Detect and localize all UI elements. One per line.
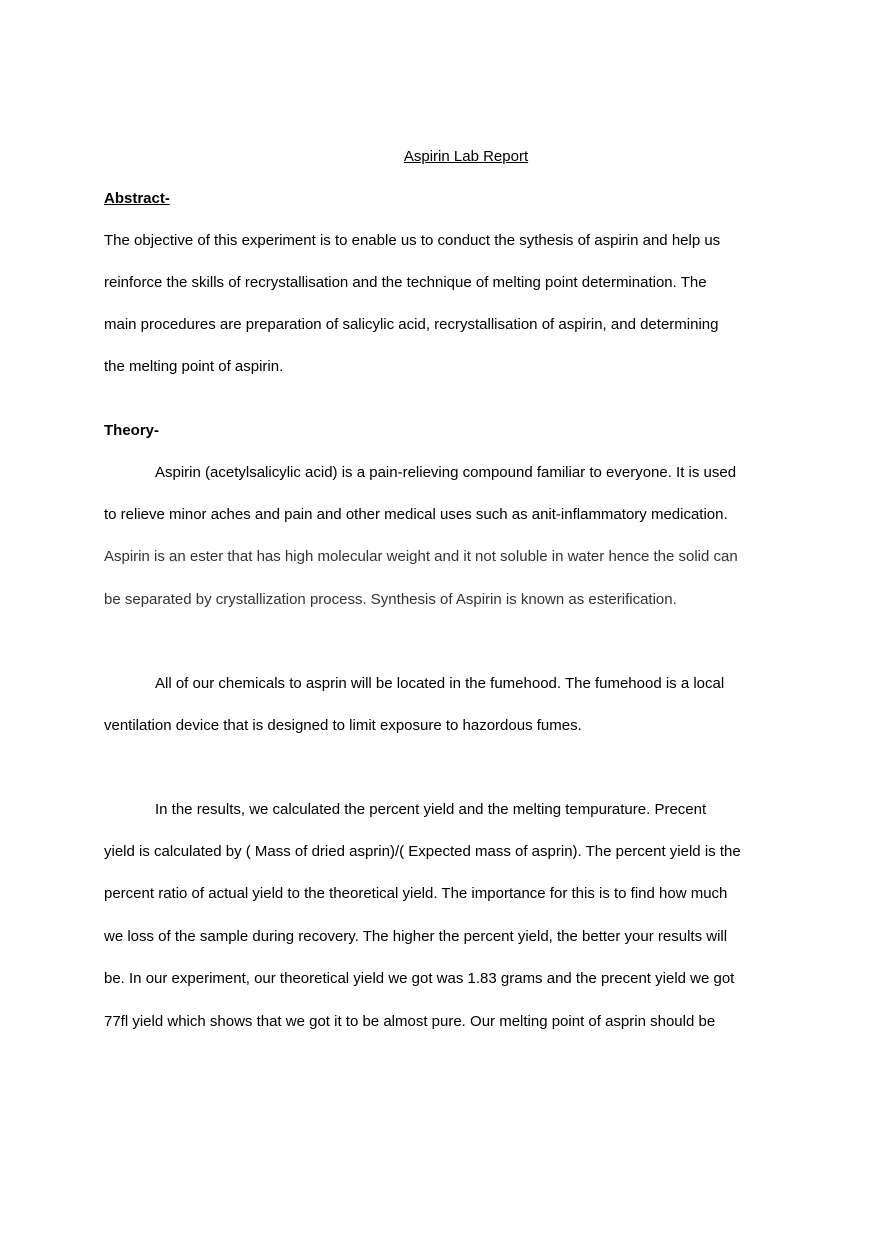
- abstract-heading: Abstract-: [104, 190, 170, 207]
- theory-paragraph-line: be separated by crystallization process. Synthesis of Aspirin is known as esterification.: [104, 591, 677, 608]
- theory-paragraph-line: percent ratio of actual yield to the theoretical yield. The importance for this is to find how much: [104, 885, 728, 902]
- theory-paragraph-line: 77fl yield which shows that we got it to be almost pure. Our melting point of asprin should be: [104, 1013, 716, 1030]
- abstract-line: the melting point of aspirin.: [104, 358, 284, 375]
- theory-paragraph-line: Aspirin (acetylsalicylic acid) is a pain-relieving compound familiar to everyone. It is used: [155, 464, 737, 481]
- theory-paragraph-line: All of our chemicals to asprin will be located in the fumehood. The fumehood is a local: [155, 675, 725, 692]
- theory-heading: Theory-: [104, 422, 160, 439]
- theory-paragraph-line: to relieve minor aches and pain and other medical uses such as anit-inflammatory medication.: [104, 506, 728, 523]
- theory-paragraph-line: Aspirin is an ester that has high molecular weight and it not soluble in water hence the solid can: [104, 548, 738, 565]
- abstract-line: reinforce the skills of recrystallisation and the technique of melting point determination. The: [104, 274, 707, 291]
- theory-paragraph-line: yield is calculated by ( Mass of dried asprin)/( Expected mass of asprin). The percent yield is the: [104, 843, 741, 860]
- theory-paragraph-line: be. In our experiment, our theoretical yield we got was 1.83 grams and the precent yield we got: [104, 970, 735, 987]
- theory-paragraph-line: ventilation device that is designed to limit exposure to hazordous fumes.: [104, 717, 582, 734]
- document-title: Aspirin Lab Report: [403, 148, 529, 165]
- abstract-line: main procedures are preparation of salicylic acid, recrystallisation of aspirin, and determining: [104, 316, 719, 333]
- theory-paragraph-line: we loss of the sample during recovery. The higher the percent yield, the better your results will: [104, 928, 728, 945]
- abstract-line: The objective of this experiment is to enable us to conduct the sythesis of aspirin and help us: [104, 232, 721, 249]
- theory-paragraph-line: In the results, we calculated the percent yield and the melting tempurature. Precent: [155, 801, 707, 818]
